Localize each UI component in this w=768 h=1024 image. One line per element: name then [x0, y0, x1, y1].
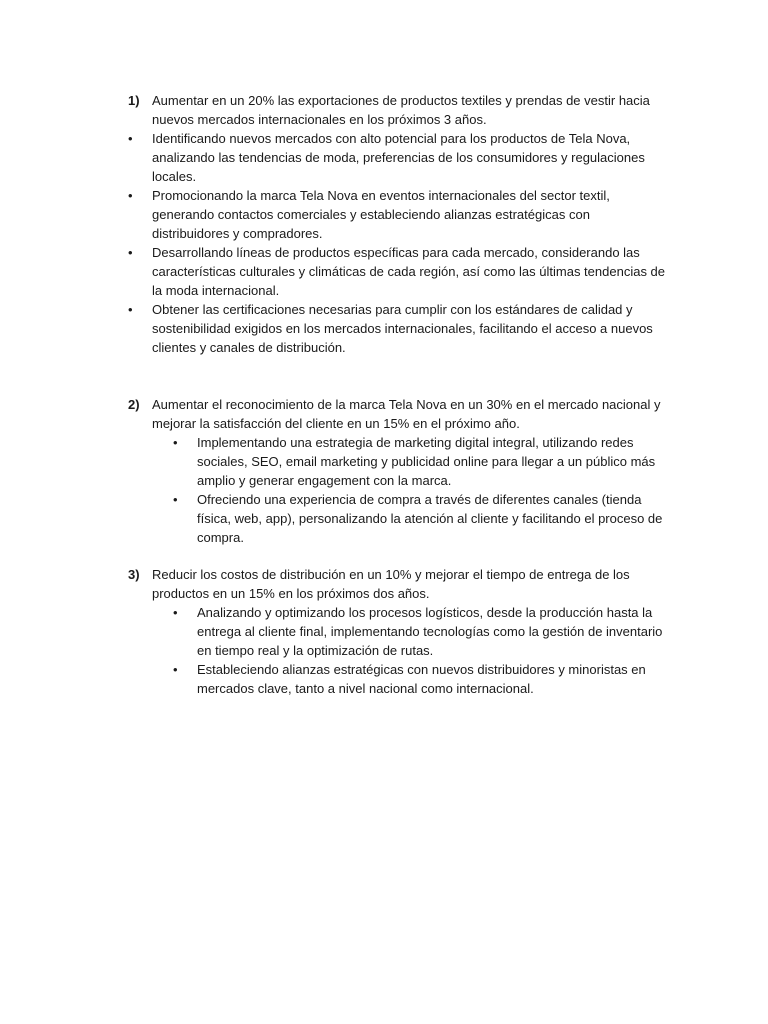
- objective-3-number: 3): [128, 567, 140, 582]
- bullet-text: Implementando una estrategia de marketing digital integral, utilizando redes sociales, SEO, email marketing y publicidad online para llegar a un público más amplio y generar engagement con la marca.: [197, 435, 656, 488]
- bullet-text: Desarrollando líneas de productos específicas para cada mercado, considerando las características culturales y climáticas de cada región, así como las últimas tendencias de la moda internacional.: [152, 245, 666, 298]
- list-item: [173, 433, 668, 490]
- bullet-text: Identificando nuevos mercados con alto potencial para los productos de Tela Nova, analizando las tendencias de moda, preferencias de los consumidores y regulaciones locales.: [152, 131, 645, 184]
- list-item: [173, 660, 668, 698]
- objective-3-bullet-list: [173, 603, 668, 698]
- bullet-icon: •: [173, 435, 178, 450]
- list-item: [128, 300, 668, 357]
- bullet-icon: •: [128, 245, 133, 260]
- list-item: [173, 490, 668, 547]
- objective-1: [128, 91, 668, 357]
- objective-1-bullet-list: [128, 129, 668, 357]
- bullet-text: Ofreciendo una experiencia de compra a través de diferentes canales (tienda física, web, app), personalizando la atención al cliente y facilitando el proceso de compra.: [197, 492, 663, 545]
- objective-1-number: 1): [128, 93, 140, 108]
- objective-2-number: 2): [128, 397, 140, 412]
- bullet-text: Promocionando la marca Tela Nova en eventos internacionales del sector textil, generando contactos comerciales y estableciendo alianzas estratégicas con distribuidores y compradores.: [152, 188, 610, 241]
- objective-2: [128, 395, 668, 547]
- bullet-icon: •: [128, 302, 133, 317]
- bullet-text: Obtener las certificaciones necesarias para cumplir con los estándares de calidad y sostenibilidad exigidos en los mercados internacionales, facilitando el acceso a nuevos clientes y canales de distribución.: [152, 302, 653, 355]
- list-item: [128, 129, 668, 186]
- objective-2-bullet-list: [173, 433, 668, 547]
- list-item: [128, 186, 668, 243]
- bullet-text: Analizando y optimizando los procesos logísticos, desde la producción hasta la entrega al cliente final, implementando tecnologías como la gestión de inventario en tiempo real y la optimización de rutas.: [197, 605, 663, 658]
- bullet-icon: •: [173, 662, 178, 677]
- objective-3-text: Reducir los costos de distribución en un 10% y mejorar el tiempo de entrega de los productos en un 15% en los próximos dos años.: [152, 567, 630, 601]
- objective-1-text: Aumentar en un 20% las exportaciones de productos textiles y prendas de vestir hacia nuevos mercados internacionales en los próximos 3 años.: [152, 93, 650, 127]
- bullet-icon: •: [128, 188, 133, 203]
- bullet-icon: •: [128, 131, 133, 146]
- objective-2-text: Aumentar el reconocimiento de la marca Tela Nova en un 30% en el mercado nacional y mejorar la satisfacción del cliente en un 15% en el próximo año.: [152, 397, 661, 431]
- objective-2-heading: [128, 395, 668, 433]
- bullet-icon: •: [173, 605, 178, 620]
- objective-3: [128, 565, 668, 698]
- objective-3-heading: [128, 565, 668, 603]
- list-item: [173, 603, 668, 660]
- bullet-icon: •: [173, 492, 178, 507]
- objective-1-heading: [128, 91, 668, 129]
- bullet-text: Estableciendo alianzas estratégicas con nuevos distribuidores y minoristas en mercados clave, tanto a nivel nacional como internacional.: [197, 662, 646, 696]
- list-item: [128, 243, 668, 300]
